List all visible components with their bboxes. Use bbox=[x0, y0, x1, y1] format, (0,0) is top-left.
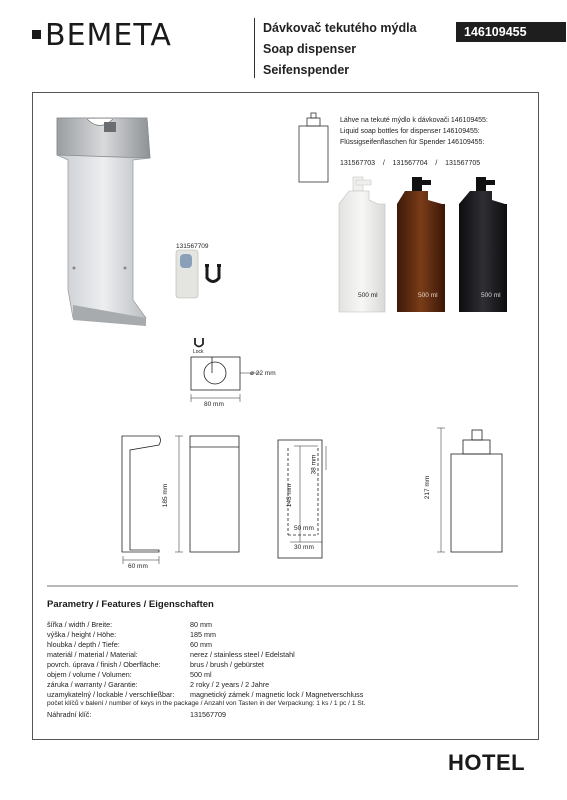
key-code: 131567709 bbox=[176, 243, 209, 250]
bottle-volume-3: 500 ml bbox=[481, 292, 501, 299]
bottles-info-en: Liquid soap bottles for dispenser 146109455: bbox=[340, 128, 480, 135]
category-label: HOTEL bbox=[448, 750, 526, 775]
dispenser-photo bbox=[57, 118, 150, 326]
title-en: Soap dispenser bbox=[263, 42, 357, 56]
dim-143: 143 mm bbox=[286, 483, 294, 508]
param-value: brus / brush / gebürstet bbox=[190, 660, 264, 669]
bottle-outline-icon bbox=[299, 113, 328, 182]
param-label: záruka / warranty / Garantie: bbox=[47, 680, 138, 689]
key-fob-photo bbox=[176, 250, 221, 298]
param-value: 80 mm bbox=[190, 620, 212, 629]
hole-diameter: ø 22 mm bbox=[250, 370, 276, 377]
param-label: hloubka / depth / Tiefe: bbox=[47, 640, 120, 649]
bottles-info-de: Flüssigseifenflaschen für Spender 146109455: bbox=[340, 139, 485, 146]
bottles-info-cz: Láhve na tekuté mýdlo k dávkovači 146109455: bbox=[340, 117, 488, 124]
lock-label: Lock bbox=[193, 349, 204, 355]
dim-38: 38 mm bbox=[310, 454, 318, 475]
title-cz: Dávkovač tekutého mýdla bbox=[263, 21, 417, 35]
bottle-volume-1: 500 ml bbox=[358, 292, 378, 299]
param-label: výška / height / Höhe: bbox=[47, 630, 117, 639]
param-value: 500 ml bbox=[190, 670, 212, 679]
bottle-codes: 131567703 / 131567704 / 131567705 bbox=[340, 160, 481, 167]
param-label: uzamykatelný / lockable / verschließbar: bbox=[47, 690, 175, 699]
params-title: Parametry / Features / Eigenschaften bbox=[47, 599, 214, 610]
height-dim: 185 mm bbox=[162, 483, 170, 508]
technical-drawing bbox=[47, 338, 518, 586]
param-label: Náhradní klíč: bbox=[47, 710, 92, 719]
depth-dim: 60 mm bbox=[128, 563, 148, 570]
param-value: 60 mm bbox=[190, 640, 212, 649]
param-value: magnetický zámek / magnetic lock / Magnetverschluss bbox=[190, 690, 364, 699]
product-code-badge: 146109455 bbox=[456, 22, 566, 42]
dim-50: 50 mm bbox=[294, 525, 314, 532]
width-dim: 80 mm bbox=[204, 401, 224, 408]
title-de: Seifenspender bbox=[263, 63, 350, 77]
dim-217: 217 mm bbox=[424, 475, 432, 500]
bottle-volume-2: 500 ml bbox=[418, 292, 438, 299]
param-value: nerez / stainless steel / Edelstahl bbox=[190, 650, 295, 659]
param-value: 131567709 bbox=[190, 710, 226, 719]
dim-30: 30 mm bbox=[294, 544, 314, 551]
param-label: povrch. úprava / finish / Oberfläche: bbox=[47, 660, 161, 669]
param-value: 185 mm bbox=[190, 630, 216, 639]
param-label: počet klíčů v balení / number of keys in the package / Anzahl von Tasten in der Verpackung: 1 ks / 1 pc / 1 St. bbox=[47, 700, 366, 707]
param-label: materiál / material / Material: bbox=[47, 650, 138, 659]
param-value: 2 roky / 2 years / 2 Jahre bbox=[190, 680, 270, 689]
logo-text: BEMETA bbox=[45, 18, 172, 53]
param-label: šířka / width / Breite: bbox=[47, 620, 113, 629]
param-label: objem / volume / Volumen: bbox=[47, 670, 132, 679]
